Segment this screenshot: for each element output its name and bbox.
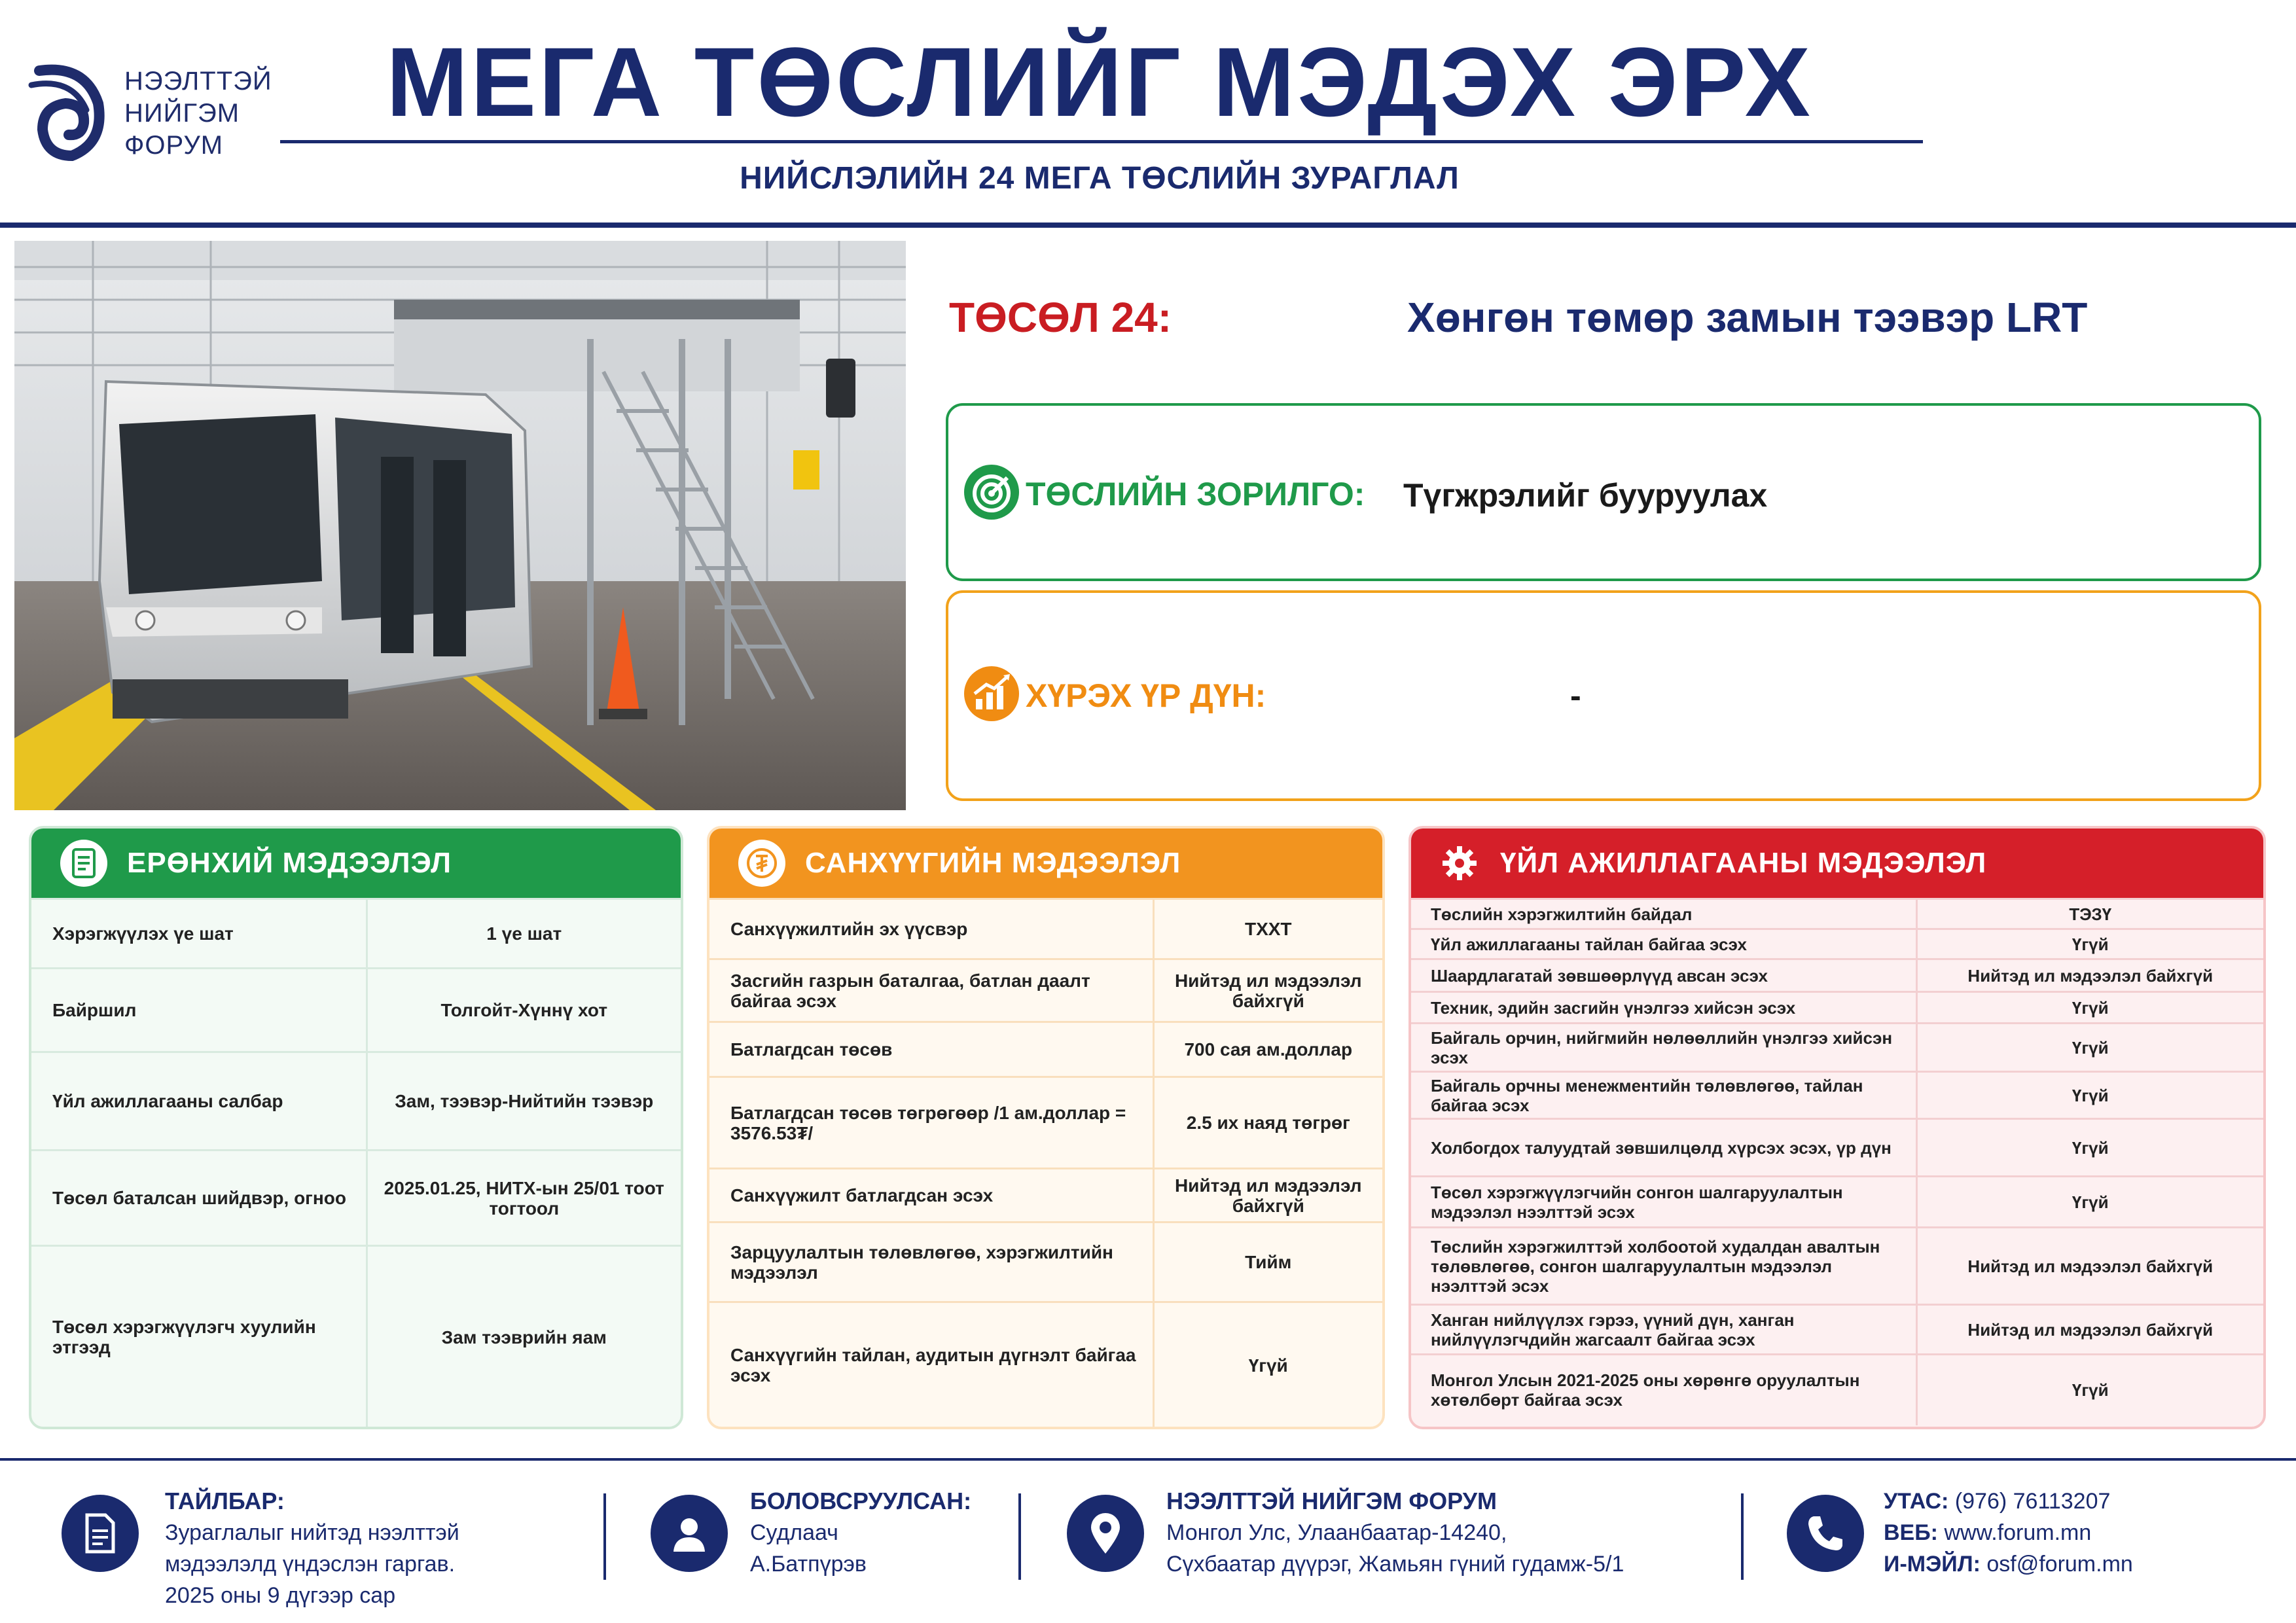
footer-organization <box>1166 1486 1624 1580</box>
row-label: Байгаль орчин, нийгмийн нөлөөллийн үнэлгээ хийсэн эсэх <box>1411 1024 1916 1072</box>
forum-logo <box>26 58 275 175</box>
table-row <box>709 1169 1382 1222</box>
goal-label: ТӨСЛИЙН ЗОРИЛГО: <box>1026 476 1365 512</box>
row-value: Үгүй <box>1916 1119 2263 1177</box>
expected-result-box <box>946 590 2261 801</box>
row-label: Шаардлагатай зөвшөөрлүүд авсан эсэх <box>1411 959 1916 992</box>
row-value: Үгүй <box>1916 1355 2263 1425</box>
note-line: Зураглалыг нийтэд нээлттэй <box>165 1520 459 1545</box>
org-address-line: Сүхбаатар дүүрэг, Жамьян гүний гудамж-5/1 <box>1166 1552 1624 1577</box>
table-row <box>31 969 681 1052</box>
row-label: Засгийн газрын баталгаа, батлан даалт байгаа эсэх <box>709 959 1153 1022</box>
row-value: Үгүй <box>1916 1177 2263 1228</box>
row-value: ТЭЗҮ <box>1916 899 2263 929</box>
project-goal-box <box>946 403 2261 581</box>
prepared-title: БОЛОВСРУУЛСАН: <box>750 1488 972 1514</box>
header-divider <box>0 223 2296 228</box>
row-value: ТХХТ <box>1153 899 1382 959</box>
row-label: Санхүүгийн тайлан, аудитын дүгнэлт байгаа эсэх <box>709 1302 1153 1428</box>
table-row <box>1411 1228 2263 1305</box>
gear-icon <box>1436 840 1483 887</box>
row-value: Зам тээврийн яам <box>367 1246 681 1428</box>
row-label: Үйл ажиллагааны тайлан байгаа эсэх <box>1411 929 1916 959</box>
project-name: Хөнгөн төмөр замын тээвэр LRT <box>1407 294 2088 341</box>
finance-info-panel <box>707 826 1385 1429</box>
table-row <box>1411 1072 2263 1119</box>
finance-info-table <box>709 898 1382 1428</box>
phone-key: УТАС: <box>1884 1489 1949 1514</box>
row-value: 700 сая ам.доллар <box>1153 1022 1382 1077</box>
row-label: Ханган нийлүүлэх гэрээ, үүний дүн, ханган нийлүүлэгчдийн жагсаалт байгаа эсэх <box>1411 1305 1916 1355</box>
logo-line: ФОРУМ <box>124 131 224 160</box>
web-key: ВЕБ: <box>1884 1520 1938 1545</box>
growth-chart-icon <box>964 666 1019 721</box>
prepared-line: Судлаач <box>750 1520 838 1545</box>
table-row <box>1411 1024 2263 1072</box>
logo-line: НИЙГЭМ <box>124 99 240 128</box>
row-value: 2025.01.25, НИТХ-ын 25/01 тоот тогтоол <box>367 1150 681 1246</box>
table-row <box>709 1077 1382 1169</box>
general-info-header <box>31 829 681 898</box>
footer-divider <box>0 1458 2296 1461</box>
table-row <box>709 1302 1382 1428</box>
general-info-title: ЕРӨНХИЙ МЭДЭЭЛЭЛ <box>127 847 452 879</box>
general-info-panel <box>29 826 683 1429</box>
row-label: Төсөл баталсан шийдвэр, огноо <box>31 1150 367 1246</box>
row-label: Хэрэгжүүлэх үе шат <box>31 899 367 969</box>
row-label: Санхүүжилтийн эх үүсвэр <box>709 899 1153 959</box>
result-value: - <box>1570 677 1581 714</box>
table-row <box>709 959 1382 1022</box>
row-label: Батлагдсан төсөв <box>709 1022 1153 1077</box>
row-label: Батлагдсан төсөв төгрөгөөр /1 ам.доллар = 3576.53₮/ <box>709 1077 1153 1169</box>
title-divider <box>280 140 1923 143</box>
row-value: Үгүй <box>1916 1072 2263 1119</box>
table-row <box>709 1222 1382 1302</box>
row-value: Нийтэд ил мэдээлэл байхгүй <box>1916 959 2263 992</box>
finance-info-header <box>709 829 1382 898</box>
row-value: Нийтэд ил мэдээлэл байхгүй <box>1916 1228 2263 1305</box>
row-value: Нийтэд ил мэдээлэл байхгүй <box>1916 1305 2263 1355</box>
table-row <box>709 899 1382 959</box>
row-label: Холбогдох талуудтай зөвшилцөлд хүрсэх эсэх, үр дүн <box>1411 1119 1916 1177</box>
row-label: Төсөл хэрэгжүүлэгчийн сонгон шалгаруулалтын мэдээлэл нээлттэй эсэх <box>1411 1177 1916 1228</box>
email-key: И-МЭЙЛ: <box>1884 1552 1981 1577</box>
row-value: Тийм <box>1153 1222 1382 1302</box>
table-row <box>1411 1177 2263 1228</box>
footer-separator <box>603 1493 606 1580</box>
row-value: Зам, тээвэр-Нийтийн тээвэр <box>367 1052 681 1150</box>
tugrik-coin-icon <box>738 840 785 887</box>
project-number: ТӨСӨЛ 24: <box>949 294 1172 341</box>
document-icon <box>60 840 107 887</box>
org-address-line: Монгол Улс, Улаанбаатар-14240, <box>1166 1520 1507 1545</box>
row-value: 1 үе шат <box>367 899 681 969</box>
result-label: ХҮРЭХ ҮР ДҮН: <box>1026 677 1266 714</box>
lrt-train-photo <box>14 241 906 810</box>
row-value: Үгүй <box>1916 1024 2263 1072</box>
table-row <box>1411 899 2263 929</box>
person-icon <box>651 1495 728 1572</box>
operations-info-header <box>1411 829 2263 898</box>
table-row <box>1411 1355 2263 1425</box>
goal-value: Түгжрэлийг бууруулах <box>1403 477 1768 514</box>
table-row <box>31 1246 681 1428</box>
table-row <box>1411 1305 2263 1355</box>
general-info-table <box>31 898 681 1428</box>
table-row <box>1411 1119 2263 1177</box>
row-value: Нийтэд ил мэдээлэл байхгүй <box>1153 959 1382 1022</box>
table-row <box>709 1022 1382 1077</box>
phone-value[interactable]: (976) 76113207 <box>1954 1489 2111 1514</box>
table-row <box>1411 992 2263 1024</box>
row-label: Төслийн хэрэгжилтийн байдал <box>1411 899 1916 929</box>
row-label: Монгол Улсын 2021-2025 оны хөрөнгө оруулалтын хөтөлбөрт байгаа эсэх <box>1411 1355 1916 1425</box>
finance-info-title: САНХҮҮГИЙН МЭДЭЭЛЭЛ <box>805 847 1181 879</box>
phone-icon <box>1787 1495 1864 1572</box>
footer-separator <box>1018 1493 1021 1580</box>
row-label: Техник, эдийн засгийн үнэлгээ хийсэн эсэх <box>1411 992 1916 1024</box>
row-value: 2.5 их наяд төгрөг <box>1153 1077 1382 1169</box>
operations-info-panel <box>1408 826 2266 1429</box>
email-link[interactable]: osf@forum.mn <box>1986 1552 2133 1577</box>
row-value: Үгүй <box>1916 929 2263 959</box>
operations-info-table <box>1411 898 2263 1425</box>
forum-logo-icon <box>26 58 111 162</box>
row-value: Үгүй <box>1153 1302 1382 1428</box>
org-title: НЭЭЛТТЭЙ НИЙГЭМ ФОРУМ <box>1166 1488 1497 1514</box>
logo-line: НЭЭЛТТЭЙ <box>124 67 272 96</box>
footer-prepared <box>750 1486 971 1580</box>
row-label: Байршил <box>31 969 367 1052</box>
row-label: Төсөл хэрэгжүүлэгч хуулийн этгээд <box>31 1246 367 1428</box>
table-row <box>31 1150 681 1246</box>
operations-info-title: ҮЙЛ АЖИЛЛАГААНЫ МЭДЭЭЛЭЛ <box>1500 847 1987 879</box>
note-title: ТАЙЛБАР: <box>165 1488 285 1514</box>
page-title: МЕГА ТӨСЛИЙГ МЭДЭХ ЭРХ <box>386 27 1813 137</box>
row-label: Үйл ажиллагааны салбар <box>31 1052 367 1150</box>
row-value: Нийтэд ил мэдээлэл байхгүй <box>1153 1169 1382 1222</box>
table-row <box>1411 929 2263 959</box>
row-value: Толгойт-Хүннү хот <box>367 969 681 1052</box>
page-subtitle: НИЙСЛЭЛИЙН 24 МЕГА ТӨСЛИЙН ЗУРАГЛАЛ <box>740 161 1460 196</box>
row-label: Төслийн хэрэгжилттэй холбоотой худалдан авалтын төлөвлөгөө, сонгон шалгаруулалтын мэдээлэл нээлттэй эсэх <box>1411 1228 1916 1305</box>
table-row <box>31 1052 681 1150</box>
target-icon <box>964 465 1019 520</box>
table-row <box>31 899 681 969</box>
lrt-train-illustration <box>14 241 906 810</box>
logo-text <box>124 65 272 162</box>
table-row <box>1411 959 2263 992</box>
row-value: Үгүй <box>1916 992 2263 1024</box>
note-line: 2025 оны 9 дүгээр сар <box>165 1583 396 1608</box>
footer-separator <box>1741 1493 1744 1580</box>
row-label: Байгаль орчны менежментийн төлөвлөгөө, тайлан байгаа эсэх <box>1411 1072 1916 1119</box>
note-document-icon <box>62 1495 139 1572</box>
row-label: Зарцуулалтын төлөвлөгөө, хэрэгжилтийн мэдээлэл <box>709 1222 1153 1302</box>
location-pin-icon <box>1067 1495 1144 1572</box>
web-link[interactable]: www.forum.mn <box>1944 1520 2092 1545</box>
footer-note <box>165 1486 459 1611</box>
row-label: Санхүүжилт батлагдсан эсэх <box>709 1169 1153 1222</box>
note-line: мэдээлэлд үндэслэн гаргав. <box>165 1552 456 1577</box>
prepared-line: А.Батпүрэв <box>750 1552 867 1577</box>
footer-contacts <box>1884 1486 2133 1580</box>
